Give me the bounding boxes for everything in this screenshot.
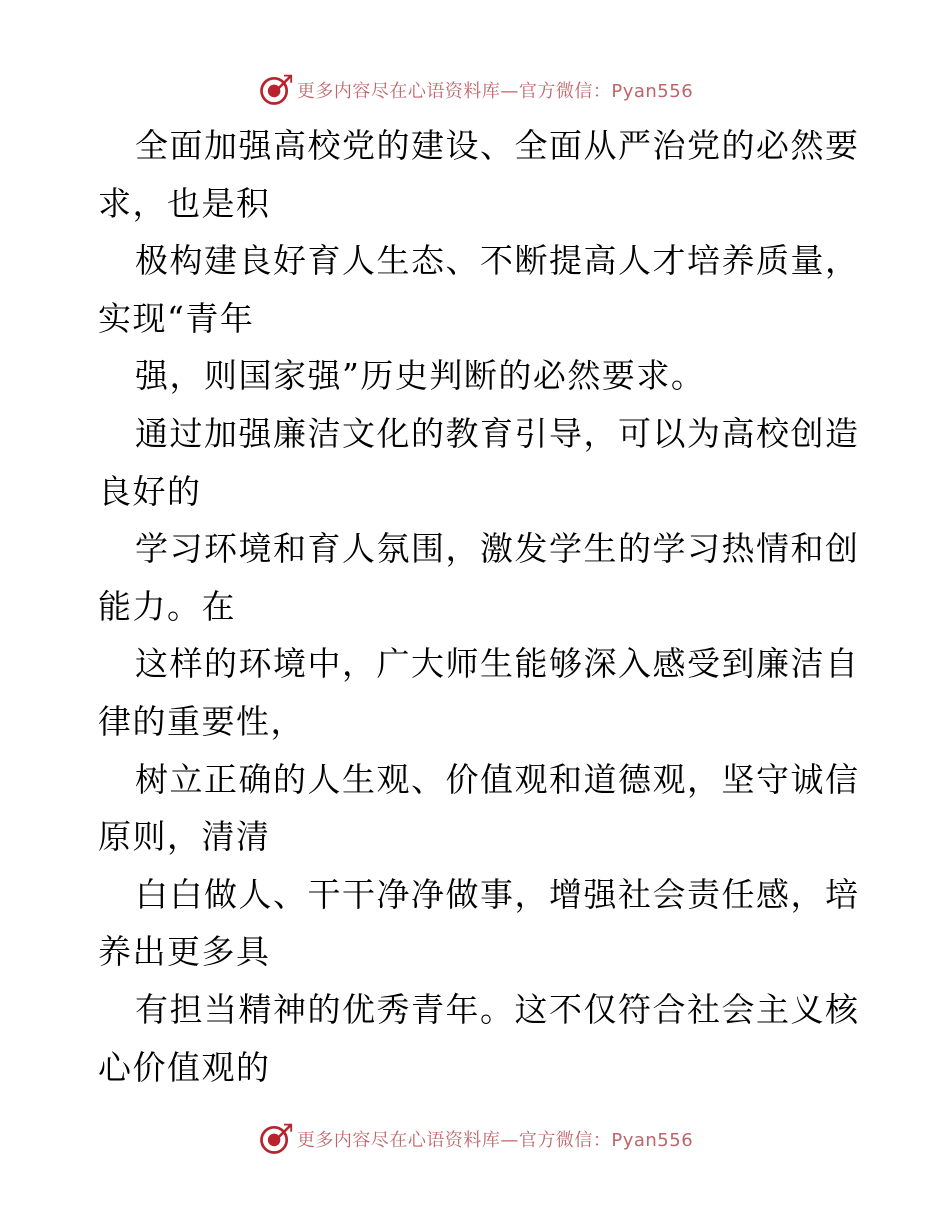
text-line: 全面加强高校党的建设、全面从严治党的必然要 — [135, 126, 860, 165]
pen-nib-logo-icon — [257, 72, 293, 108]
header-banner — [0, 70, 950, 110]
text-line: 极构建良好育人生态、不断提高人才培养质量， — [135, 241, 860, 281]
text-line: 良好的 — [98, 471, 202, 511]
text-line: 通过加强廉洁文化的教育引导，可以为高校创造 — [135, 413, 860, 453]
text-line: 强，则国家强”历史判断的必然要求。 — [135, 356, 706, 396]
pen-nib-logo-icon — [257, 1121, 293, 1157]
footer-banner — [0, 1119, 950, 1159]
text-line: 学习环境和育人氛围，激发学生的学习热情和创 — [135, 529, 860, 569]
text-line: 能力。在 — [98, 586, 236, 626]
text-line: 心价值观的 — [98, 1047, 271, 1087]
text-line: 求，也是积 — [98, 183, 271, 223]
text-line: 实现“青年 — [98, 298, 255, 338]
text-line: 白白做人、干干净净做事，增强社会责任感，培 — [135, 874, 860, 914]
document-body — [98, 117, 858, 1096]
text-line: 律的重要性， — [98, 701, 305, 741]
footer-banner-text: 更多内容尽在心语资料库—官方微信：Pyan556 — [296, 1130, 694, 1151]
text-line: 有担当精神的优秀青年。这不仅符合社会主义核 — [135, 989, 860, 1029]
text-line: 这样的环境中，广大师生能够深入感受到廉洁自 — [135, 644, 860, 684]
text-line: 养出更多具 — [98, 932, 271, 972]
text-line: 原则，清清 — [98, 817, 271, 857]
header-banner-text: 更多内容尽在心语资料库—官方微信：Pyan556 — [296, 81, 694, 102]
text-line: 树立正确的人生观、价值观和道德观，坚守诚信 — [135, 759, 860, 799]
